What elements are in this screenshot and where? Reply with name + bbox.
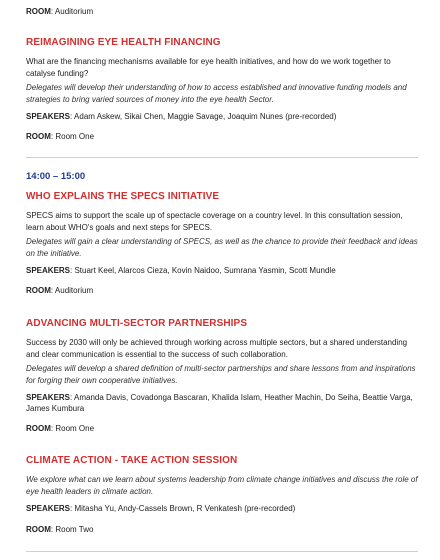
speakers-label: SPEAKERS [26, 112, 71, 121]
session-room: ROOM: Auditorium [26, 286, 94, 295]
session-outcome: Delegates will gain a clear understanding of SPECS, as well as the chance to provide their feedback and ideas on the initiative. [26, 237, 418, 258]
session-description: What are the financing mechanisms available for eye health initiatives, and how do we work together to catalyse funding? [26, 57, 391, 78]
room-value: Auditorium [54, 7, 94, 16]
room-value: Room One [55, 132, 95, 141]
divider [26, 551, 418, 552]
session-room: ROOM: Room Two [26, 525, 94, 534]
session-room: ROOM: Room One [26, 424, 95, 433]
time-slot: 14:00 – 15:00 [26, 171, 86, 182]
session-title: ADVANCING MULTI-SECTOR PARTNERSHIPS [26, 318, 248, 329]
room-label: ROOM [26, 525, 51, 534]
top-room-line: ROOM: Auditorium [26, 7, 94, 16]
session-outcome: Delegates will develop their understanding of how to access established and innovative funding models and strategies to bring varied sources of money into the eye health Sector. [26, 83, 407, 104]
session-title: WHO EXPLAINS THE SPECS INITIATIVE [26, 191, 220, 202]
room-value: Auditorium [54, 286, 94, 295]
session-title: REIMAGINING EYE HEALTH FINANCING [26, 37, 221, 48]
session-room: ROOM: Room One [26, 132, 95, 141]
session-title: CLIMATE ACTION - TAKE ACTION SESSION [26, 455, 238, 466]
room-label: ROOM [26, 7, 51, 16]
session-speakers: SPEAKERS: Mitasha Yu, Andy-Cassels Brown, R Venkatesh (pre-recorded) [26, 504, 296, 513]
speakers-value: Stuart Keel, Alarcos Cieza, Kovin Naidoo, Sumrana Yasmin, Scott Mundle [74, 266, 336, 275]
session-description: Success by 2030 will only be achieved through working across multiple sectors, but a shared understanding and clear communication is essential to the success of such collaboration. [26, 338, 408, 359]
room-label: ROOM [26, 424, 51, 433]
session-speakers: SPEAKERS: Stuart Keel, Alarcos Cieza, Kovin Naidoo, Sumrana Yasmin, Scott Mundle [26, 266, 336, 275]
room-value: Room One [55, 424, 95, 433]
speakers-value: Mitasha Yu, Andy-Cassels Brown, R Venkatesh (pre-recorded) [74, 504, 296, 513]
speakers-label: SPEAKERS [26, 393, 71, 402]
session-speakers: SPEAKERS: Amanda Davis, Covadonga Bascaran, Khalida Islam, Heather Machin, Do Seiha, Beattie Varga, James Kumbura [26, 393, 413, 413]
session-outcome: Delegates will develop a shared definition of multi-sector partnerships and share lessons from and inspirations for forging their own cooperative initiatives. [26, 364, 416, 385]
room-label: ROOM [26, 286, 51, 295]
room-value: Room Two [55, 525, 94, 534]
speakers-value: Amanda Davis, Covadonga Bascaran, Khalida Islam, Heather Machin, Do Seiha, Beattie Varga, James Kumbura [26, 393, 413, 413]
speakers-label: SPEAKERS [26, 504, 71, 513]
session-outcome: We explore what can we learn about systems leadership from climate change initiatives and discuss the role of eye health leaders in climate action. [26, 475, 418, 496]
session-description: SPECS aims to support the scale up of spectacle coverage on a country level. In this consultation session, learn about WHO's goals and next steps for SPECS. [26, 211, 403, 232]
speakers-label: SPEAKERS [26, 266, 71, 275]
divider [26, 157, 418, 158]
room-label: ROOM [26, 132, 51, 141]
speakers-value: Adam Askew, Sikai Chen, Maggie Savage, Joaquim Nunes (pre-recorded) [74, 112, 337, 121]
session-speakers: SPEAKERS: Adam Askew, Sikai Chen, Maggie Savage, Joaquim Nunes (pre-recorded) [26, 112, 337, 121]
